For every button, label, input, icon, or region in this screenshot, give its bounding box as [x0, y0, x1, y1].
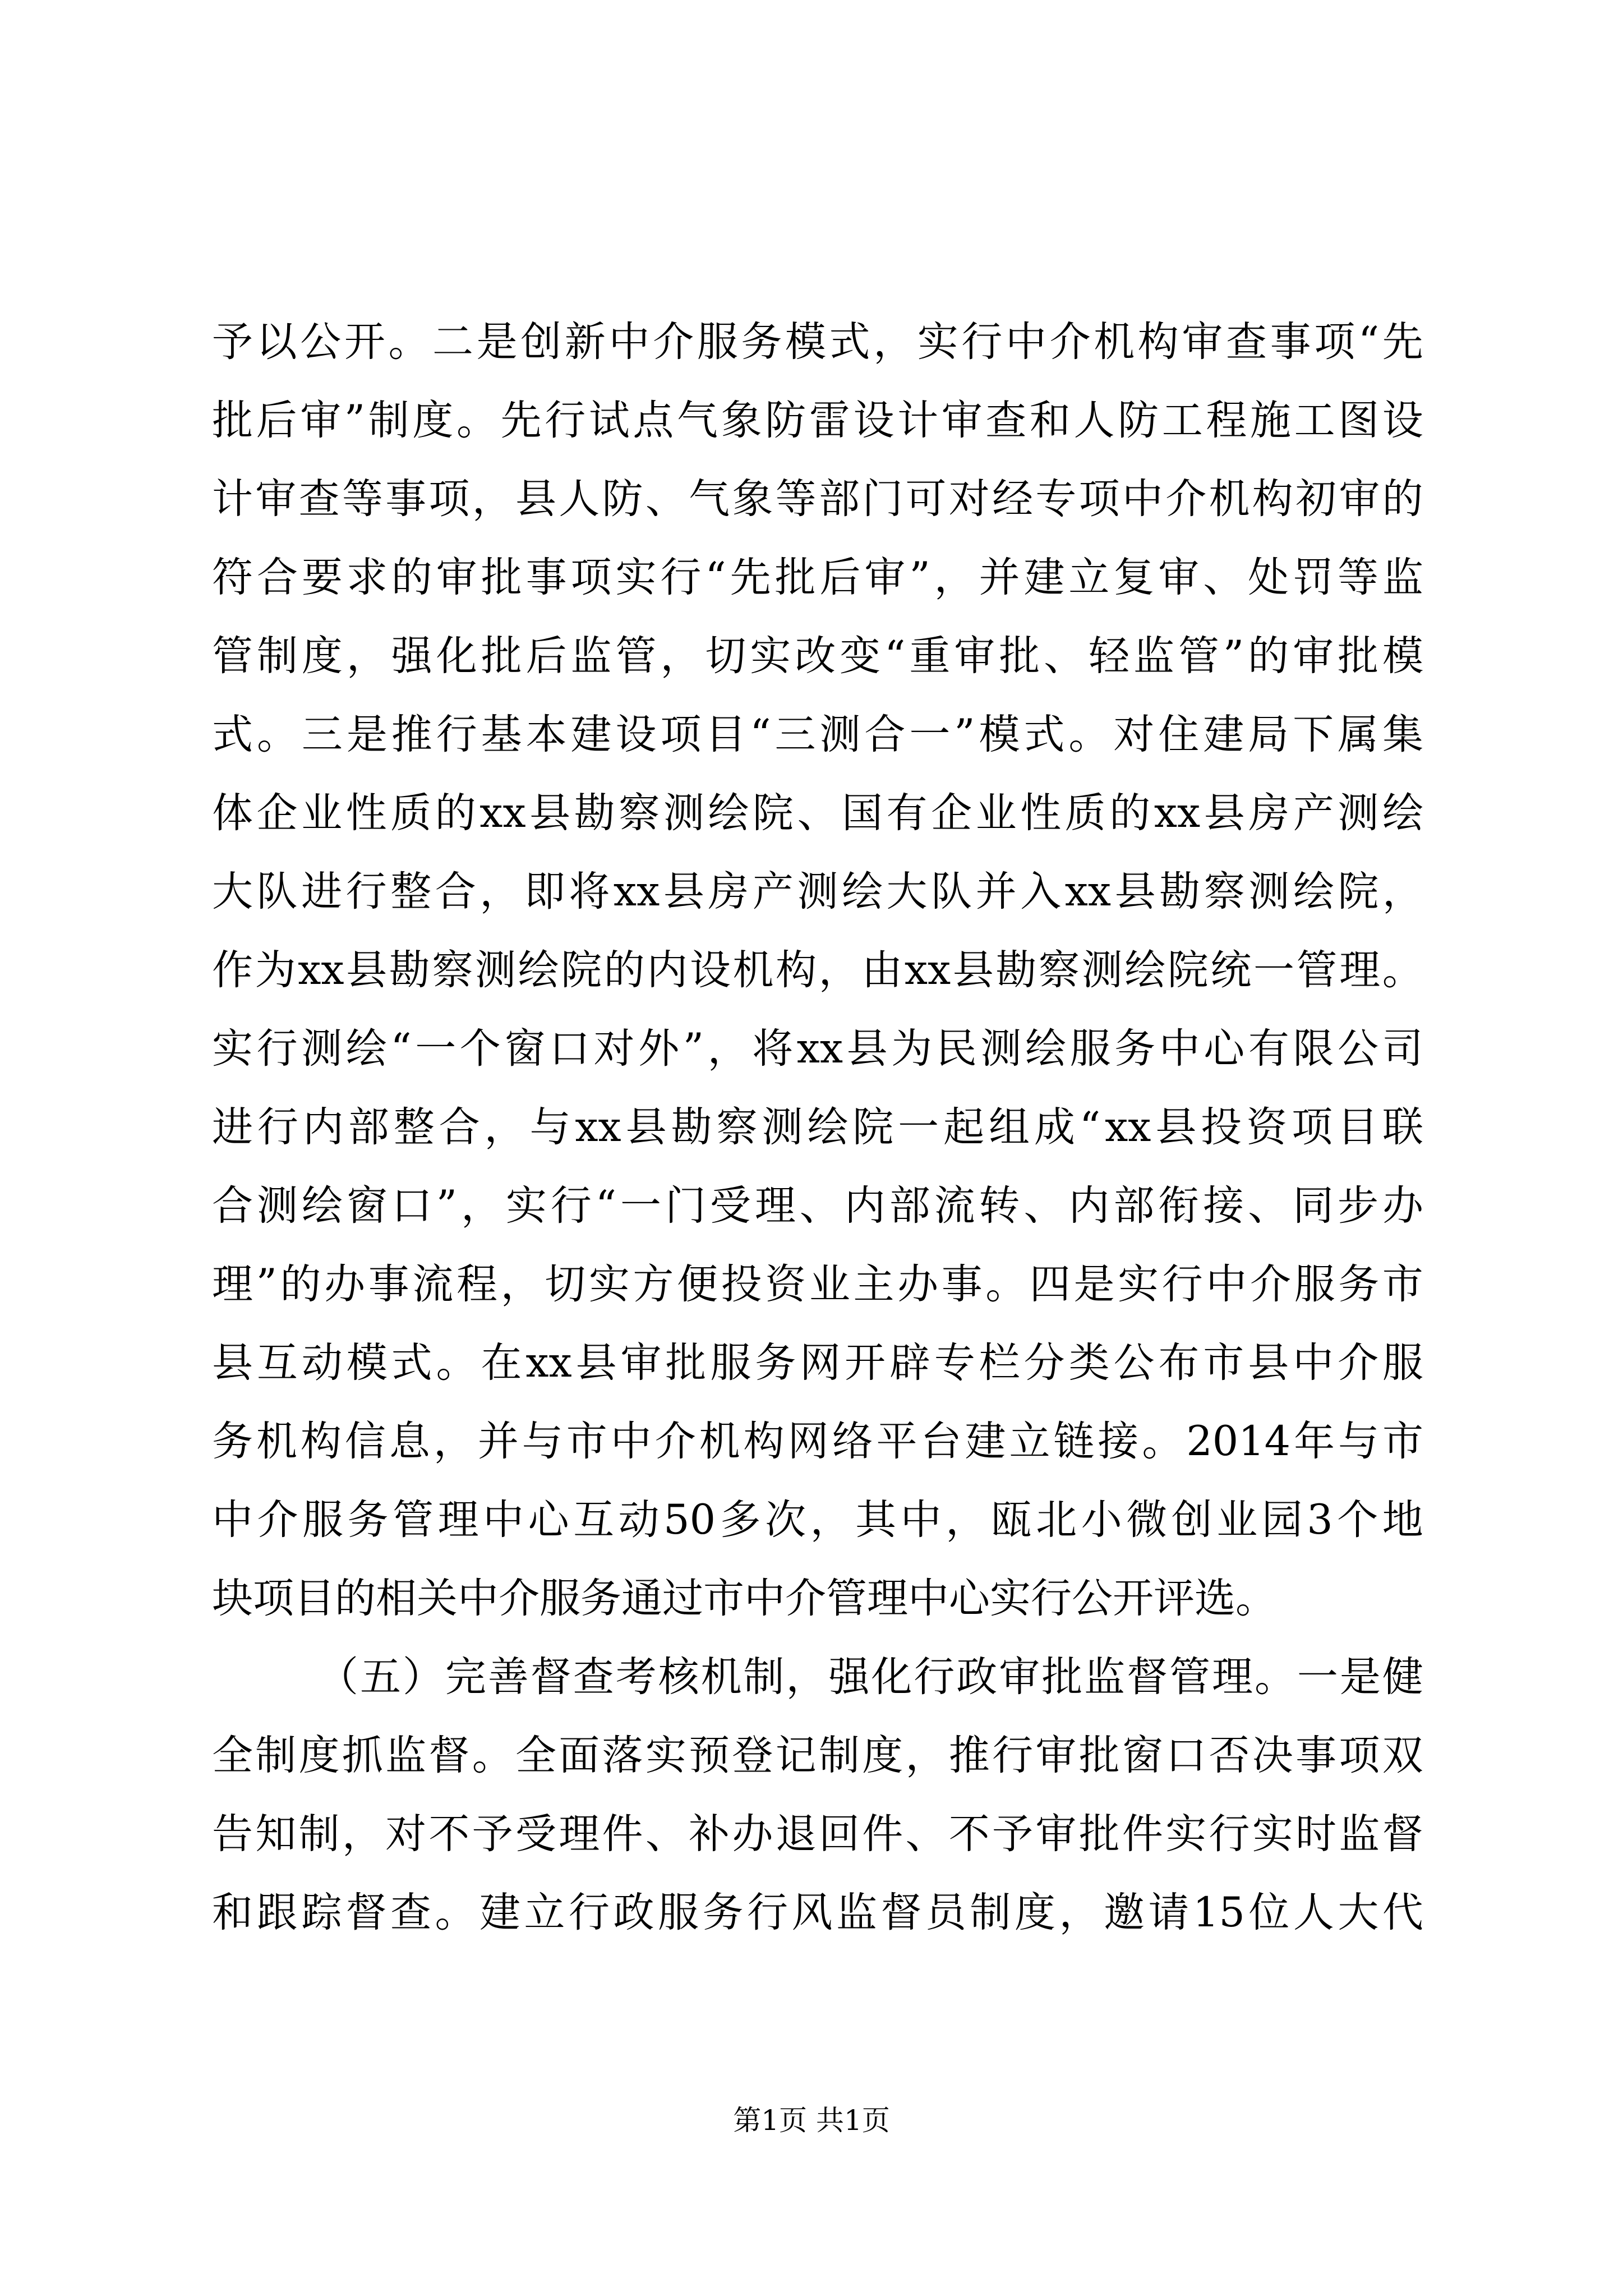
text-line: 进 行 内 部 整 合 ， 与 xx 县 勘 察 测 绘 院 一 起 组 成 “ xx 县 投 资 项 目 联 [212, 1103, 1423, 1151]
text-line: 批 后 审 ” 制 度 。 先 行 试 点 气 象 防 雷 设 计 审 查 和 人 防 工 程 施 工 图 设 [212, 397, 1423, 444]
text-line: 块 项 目 的 相 关 中 介 服 务 通 过 市 中 介 管 理 中 心 实 行 公 开 评 选 。 [212, 1575, 1276, 1622]
text-line: 实 行 测 绘 “ 一 个 窗 口 对 外 ” ， 将 xx 县 为 民 测 绘 服 务 中 心 有 限 公 司 [212, 1025, 1423, 1073]
text-line: 全 制 度 抓 监 督 。 全 面 落 实 预 登 记 制 度 ， 推 行 审 批 窗 口 否 决 事 项 双 [212, 1732, 1423, 1779]
text-line: 中 介 服 务 管 理 中 心 互 动 50 多 次 ， 其 中 ， 瓯 北 小 微 创 业 园 3 个 地 [212, 1496, 1423, 1544]
text-line: 式 。 三 是 推 行 基 本 建 设 项 目 “ 三 测 合 一 ” 模 式 。 对 住 建 局 下 属 集 [212, 711, 1423, 758]
text-line: 务 机 构 信 息 ， 并 与 市 中 介 机 构 网 络 平 台 建 立 链 接 。 2014 年 与 市 [212, 1418, 1423, 1465]
text-line: 作 为 xx 县 勘 察 测 绘 院 的 内 设 机 构 ， 由 xx 县 勘 察 测 绘 院 统 一 管 理 。 [212, 946, 1423, 994]
text-line: 合 测 绘 窗 口 ” ， 实 行 “ 一 门 受 理 、 内 部 流 转 、 内 部 衔 接 、 同 步 办 [212, 1182, 1423, 1230]
text-line: 管 制 度 ， 强 化 批 后 监 管 ， 切 实 改 变 “ 重 审 批 、 轻 监 管 ” 的 审 批 模 [212, 632, 1423, 680]
text-line: 计 审 查 等 事 项 ， 县 人 防 、 气 象 等 部 门 可 对 经 专 项 中 介 机 构 初 审 的 [212, 475, 1423, 523]
text-line: （ 五 ） 完 善 督 查 考 核 机 制 ， 强 化 行 政 审 批 监 督 管 理 。 一 是 健 [317, 1653, 1423, 1701]
page-footer: 第1页 共1页 [733, 2104, 890, 2137]
text-line: 大 队 进 行 整 合 ， 即 将 xx 县 房 产 测 绘 大 队 并 入 xx 县 勘 察 测 绘 院 ， [212, 868, 1423, 915]
text-line: 告 知 制 ， 对 不 予 受 理 件 、 补 办 退 回 件 、 不 予 审 批 件 实 行 实 时 监 督 [212, 1810, 1423, 1858]
text-line: 体 企 业 性 质 的 xx 县 勘 察 测 绘 院 、 国 有 企 业 性 质 的 xx 县 房 产 测 绘 [212, 789, 1423, 837]
text-line: 理 ” 的 办 事 流 程 ， 切 实 方 便 投 资 业 主 办 事 。 四 是 实 行 中 介 服 务 市 [212, 1260, 1423, 1308]
text-line: 县 互 动 模 式 。 在 xx 县 审 批 服 务 网 开 辟 专 栏 分 类 公 布 市 县 中 介 服 [212, 1339, 1423, 1387]
text-line: 和 跟 踪 督 查 。 建 立 行 政 服 务 行 风 监 督 员 制 度 ， 邀 请 15 位 人 大 代 [212, 1889, 1423, 1936]
text-line: 符 合 要 求 的 审 批 事 项 实 行 “ 先 批 后 审 ” ， 并 建 立 复 审 、 处 罚 等 监 [212, 554, 1423, 601]
document-body [212, 303, 1423, 1952]
text-line: 予 以 公 开 。 二 是 创 新 中 介 服 务 模 式 ， 实 行 中 介 机 构 审 查 事 项 “ 先 [212, 318, 1423, 366]
